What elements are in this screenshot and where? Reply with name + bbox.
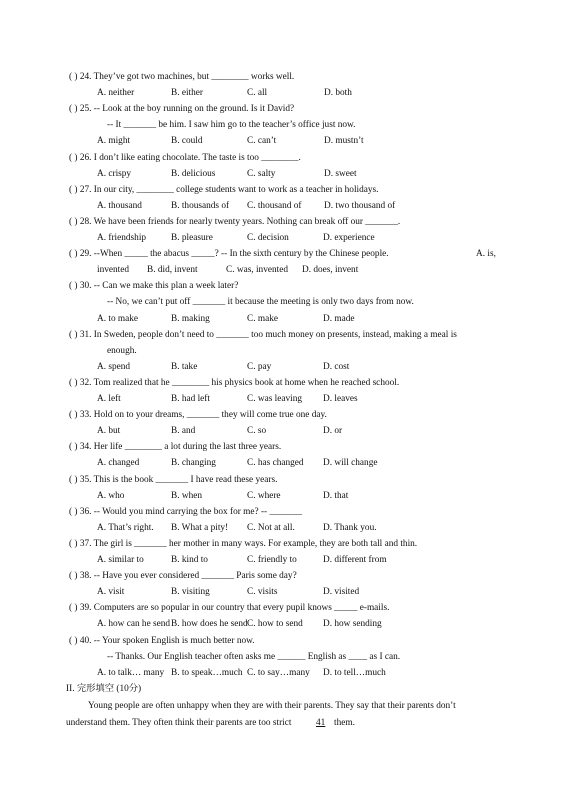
question-option: B. had left [171, 394, 210, 404]
question-option: B. to speak…much [171, 667, 243, 678]
question-continuation: -- It _______ be him. I saw him go to the teacher’s office just now. [107, 120, 356, 131]
question-option: A. who [97, 490, 125, 501]
question-continuation-row [0, 649, 566, 665]
passage-text: Young people are often unhappy when they are with their parents. They say that their parents don’t [88, 700, 456, 711]
question-stem: ( ) 24. They’ve got two machines, but ________ works well. [69, 72, 295, 82]
question-stem-row [0, 246, 566, 262]
options-row [0, 133, 566, 149]
question-option: A. friendship [97, 233, 147, 243]
question-option: D. visited [323, 587, 360, 598]
question-option: A. is, [476, 249, 496, 260]
options-row [0, 311, 566, 327]
question-stem-row [0, 472, 566, 488]
question-option: D. how sending [323, 619, 382, 630]
options-row [0, 230, 566, 246]
question-option: C. friendly to [247, 555, 297, 565]
question-option: A. changed [97, 458, 140, 469]
question-option: B. kind to [171, 555, 208, 565]
question-option: D. sweet [324, 168, 357, 179]
question-option: A. might [97, 136, 131, 147]
question-option: A. crispy [97, 168, 132, 179]
question-stem-row [0, 182, 566, 198]
options-row [0, 455, 566, 471]
question-option: C. has changed [247, 458, 304, 469]
question-option: D. both [324, 88, 352, 99]
options-row [0, 665, 566, 681]
question-option: D. does, invent [302, 265, 359, 276]
question-stem-row [0, 278, 566, 294]
options-row [0, 552, 566, 568]
question-option: B. making [171, 313, 210, 324]
question-stem: ( ) 40. -- Your spoken English is much better now. [69, 635, 255, 646]
question-option: A. but [97, 426, 121, 437]
question-stem: ( ) 27. In our city, ________ college students want to work as a teacher in holidays. [69, 184, 379, 195]
question-option: B. pleasure [171, 233, 213, 243]
question-option: D. will change [323, 458, 378, 469]
question-stem-row [0, 407, 566, 423]
passage-text: them. [334, 718, 355, 728]
question-option: B. changing [171, 458, 216, 469]
question-stem: ( ) 37. The girl is _______ her mother in many ways. For example, they are both tall and thin. [69, 538, 418, 549]
question-option: A. That’s right. [97, 522, 154, 533]
question-option: C. thousand of [247, 200, 302, 211]
section-title-row [0, 681, 566, 697]
question-option: C. so [247, 426, 267, 437]
options-row [0, 488, 566, 504]
question-stem-row [0, 69, 566, 85]
question-option: B. visiting [171, 587, 210, 598]
question-option: A. neither [97, 88, 135, 99]
question-option: C. was leaving [247, 394, 302, 404]
question-option: invented [97, 265, 130, 276]
section-title: II. 完形填空 (10分) [66, 683, 142, 694]
question-stem: ( ) 34. Her life ________ a lot during the last three years. [69, 442, 282, 453]
options-row [0, 359, 566, 375]
question-option: A. to make [97, 313, 139, 324]
question-option: B. thousands of [171, 200, 230, 211]
question-option: D. Thank you. [323, 522, 377, 533]
question-option: D. mustn’t [324, 136, 364, 147]
question-continuation: -- No, we can’t put off _______ it because the meeting is only two days from now. [107, 297, 414, 308]
question-stem: ( ) 30. -- Can we make this plan a week later? [69, 281, 239, 292]
question-option: C. pay [247, 361, 272, 372]
question-option: C. make [247, 313, 278, 324]
question-stem-row [0, 214, 566, 230]
question-option: C. where [247, 490, 281, 501]
question-option: A. to talk… many [97, 667, 165, 678]
question-continuation: enough. [107, 345, 137, 356]
question-option: D. made [323, 313, 355, 324]
question-continuation: -- Thanks. Our English teacher often asks me ______ English as ____ as I can. [107, 651, 401, 662]
options-row [0, 391, 566, 407]
question-stem: ( ) 25. -- Look at the boy running on the ground. Is it David? [69, 104, 295, 115]
question-option: B. when [171, 490, 202, 501]
question-stem: ( ) 39. Computers are so popular in our country that every pupil knows _____ e-mails. [69, 603, 390, 614]
question-stem-row [0, 536, 566, 552]
question-option: B. could [171, 136, 203, 147]
question-option: A. how can he send [97, 619, 171, 630]
question-stem: ( ) 36. -- Would you mind carrying the box for me? -- _______ [69, 506, 302, 517]
question-option: C. to say…many [247, 667, 310, 678]
question-option: D. leaves [323, 394, 358, 404]
question-stem-row [0, 375, 566, 391]
question-option: C. salty [247, 168, 276, 179]
blank-number: 41 [316, 718, 326, 728]
question-continuation-row [0, 117, 566, 133]
question-stem: ( ) 29. --When _____ the abacus _____? -- In the sixth century by the Chinese people. [69, 249, 389, 260]
question-option: A. thousand [97, 200, 142, 211]
question-option: C. visits [247, 587, 278, 598]
options-row [0, 85, 566, 101]
question-option: B. What a pity! [171, 522, 229, 533]
passage-text: understand them. They often think their parents are too strict [66, 718, 292, 728]
question-stem-row [0, 600, 566, 616]
question-option: A. visit [97, 587, 125, 598]
question-option: B. delicious [171, 168, 216, 179]
question-stem: ( ) 26. I don’t like eating chocolate. The taste is too ________. [69, 152, 301, 163]
question-option: D. two thousand of [324, 200, 396, 211]
options-row [0, 520, 566, 536]
question-option: C. all [247, 88, 268, 99]
question-stem-row [0, 327, 566, 343]
question-option: D. that [323, 490, 349, 501]
question-option: A. spend [97, 361, 131, 372]
question-option: B. either [171, 88, 204, 99]
question-stem-row [0, 504, 566, 520]
question-stem: ( ) 33. Hold on to your dreams, _______ they will come true one day. [69, 410, 327, 421]
question-stem-row [0, 439, 566, 455]
options-row [0, 616, 566, 632]
question-option: D. cost [323, 361, 350, 372]
question-option: B. take [171, 361, 198, 372]
question-option: A. left [97, 394, 121, 404]
passage-line [0, 698, 566, 714]
question-option: D. different from [323, 555, 387, 565]
question-option: D. experience [323, 233, 375, 243]
question-option: C. decision [247, 233, 289, 243]
question-option: C. how to send [247, 619, 303, 630]
question-stem-row [0, 101, 566, 117]
question-stem-row [0, 150, 566, 166]
question-option: C. Not at all. [247, 522, 295, 533]
options-row [0, 262, 566, 278]
question-option: B. and [171, 426, 196, 437]
question-option: B. did, invent [147, 265, 198, 276]
question-continuation-row [0, 343, 566, 359]
question-continuation-row [0, 294, 566, 310]
question-stem-row [0, 633, 566, 649]
question-stem: ( ) 38. -- Have you ever considered _______ Paris some day? [69, 571, 297, 582]
options-row [0, 198, 566, 214]
question-option: C. can’t [247, 136, 277, 147]
question-option: B. how does he send [171, 619, 248, 630]
options-row [0, 423, 566, 439]
question-stem-row [0, 568, 566, 584]
question-option: C. was, invented [226, 265, 288, 276]
question-stem: ( ) 32. Tom realized that he ________ his physics book at home when he reached school. [69, 377, 400, 388]
question-option: A. similar to [97, 555, 144, 565]
passage-line [0, 715, 566, 731]
options-row [0, 166, 566, 182]
question-stem: ( ) 35. This is the book _______ I have read these years. [69, 474, 278, 485]
question-option: D. to tell…much [323, 667, 386, 678]
question-stem: ( ) 31. In Sweden, people don’t need to _______ too much money on presents, instead, making a meal is [69, 329, 457, 340]
options-row [0, 584, 566, 600]
question-stem: ( ) 28. We have been friends for nearly twenty years. Nothing can break off our _______. [69, 216, 401, 227]
question-option: D. or [323, 426, 343, 437]
